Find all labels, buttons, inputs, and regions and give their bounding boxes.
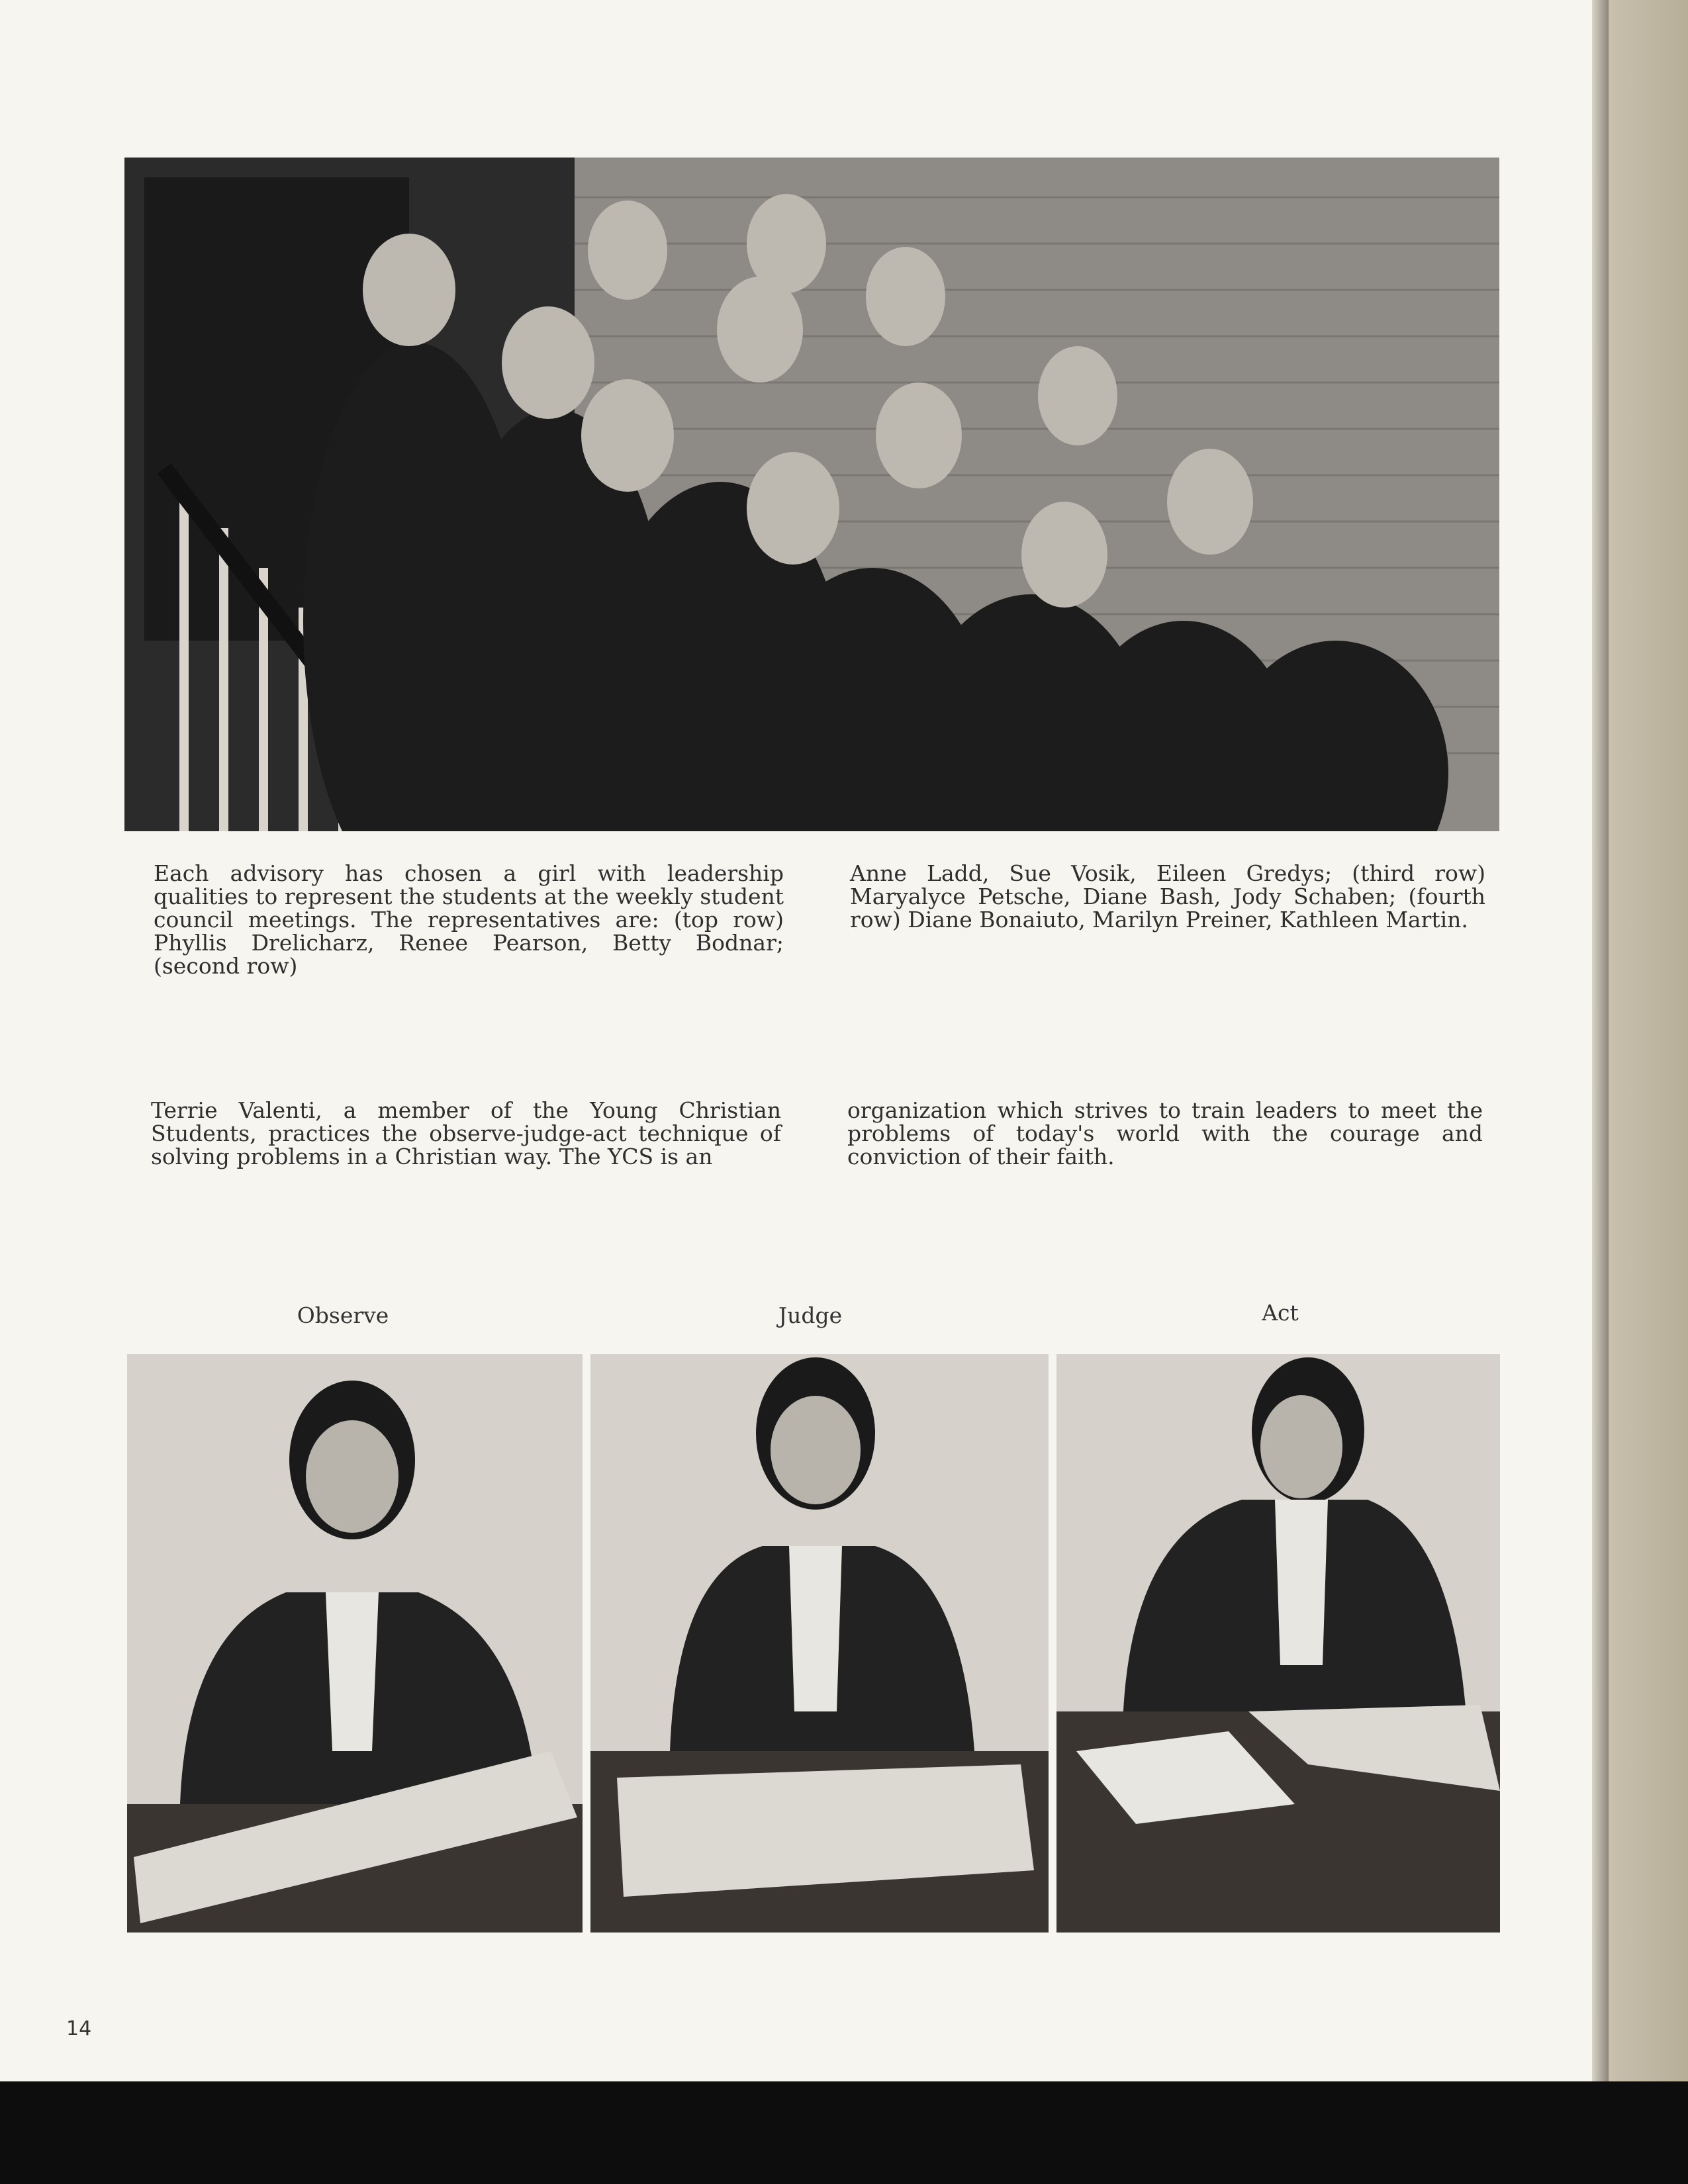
step-label-observe: Observe xyxy=(297,1302,389,1328)
act-photo xyxy=(1056,1354,1500,1933)
group-photo-caption-left: Each advisory has chosen a girl with leadership qualities to represent the students at the weekly student council meetings. The representatives are: (top row) Phyllis Drelicharz, Renee Pearson, Betty Bodnar; (second row) xyxy=(154,860,784,979)
student-council-group-photo xyxy=(124,158,1499,831)
page-edge-shadow xyxy=(1592,0,1609,2081)
observe-photo xyxy=(127,1354,583,1933)
ycs-caption-left: Terrie Valenti, a member of the Young Christian Students, practices the observe-judge-act technique of solving problems in a Christian way. The YCS is an xyxy=(151,1097,781,1169)
judge-photo xyxy=(590,1354,1049,1933)
book-edge xyxy=(1609,0,1688,2081)
page-number: 14 xyxy=(66,2017,92,2040)
group-photo-caption-right: Anne Ladd, Sue Vosik, Eileen Gredys; (third row) Maryalyce Petsche, Diane Bash, Jody Schaben; (fourth row) Diane Bonaiuto, Marilyn Preiner, Kathleen Martin. xyxy=(850,860,1485,933)
step-label-act: Act xyxy=(1262,1300,1299,1326)
step-label-judge: Judge xyxy=(778,1302,843,1328)
scan-bottom-border xyxy=(0,2081,1688,2184)
ycs-caption-right: organization which strives to train leaders to meet the problems of today's world with the courage and conviction of their faith. xyxy=(847,1097,1483,1169)
